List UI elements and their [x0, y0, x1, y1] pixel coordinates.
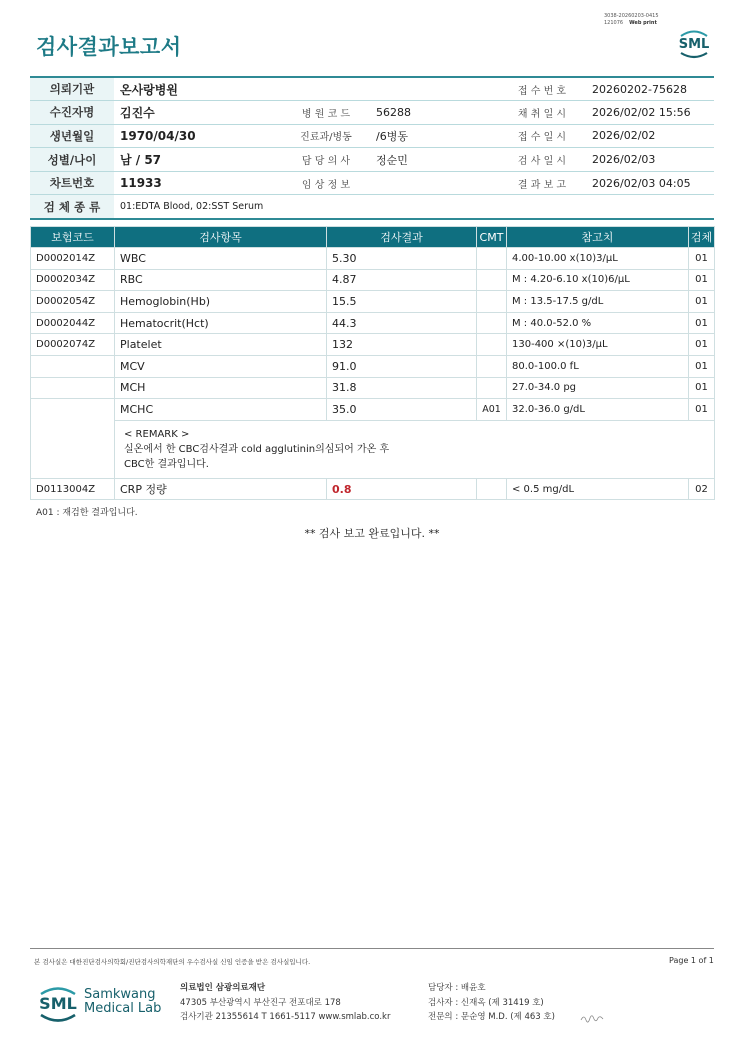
insurance-code	[31, 377, 115, 399]
info-label: 성별/나이	[30, 148, 114, 172]
cmt-code: A01	[477, 399, 507, 421]
signature-icon	[580, 1012, 604, 1024]
info-label: 생년월일	[30, 124, 114, 148]
info-value: 2026/02/03 04:05	[586, 171, 714, 195]
specimen-code: 01	[689, 377, 715, 399]
reference-range: 4.00-10.00 x(10)3/μL	[507, 248, 689, 270]
info-row	[30, 124, 714, 148]
info-label: 의뢰기관	[30, 77, 114, 101]
certification-text: 본 검사실은 대한진단검사의학회/진단검사의학재단의 우수검사실 신임 인증을 받은 검사실입니다.	[34, 958, 311, 966]
info-row	[30, 148, 714, 172]
page-title: 검사결과보고서	[36, 35, 182, 59]
sml-logo-icon	[676, 26, 712, 62]
info-row	[30, 77, 714, 101]
insurance-code: D0113004Z	[31, 478, 115, 500]
test-item: MCH	[115, 377, 327, 399]
info-label: 담 당 의 사	[282, 148, 370, 172]
test-item: MCV	[115, 355, 327, 377]
insurance-code: D0002074Z	[31, 334, 115, 356]
test-result: 91.0	[327, 355, 477, 377]
test-item: Platelet	[115, 334, 327, 356]
info-label: 접 수 일 시	[498, 124, 586, 148]
reference-range: 80.0-100.0 fL	[507, 355, 689, 377]
test-item: Hematocrit(Hct)	[115, 312, 327, 334]
info-label: 병 원 코 드	[282, 101, 370, 125]
test-item: MCHC	[115, 399, 327, 421]
info-label: 임 상 정 보	[282, 171, 370, 195]
info-value: 온사랑병원	[114, 77, 282, 101]
test-result: 0.8	[327, 478, 477, 500]
info-value: 정순민	[370, 148, 498, 172]
test-result: 31.8	[327, 377, 477, 399]
footer-divider	[30, 948, 714, 949]
sml-footer-logo-icon	[36, 982, 80, 1026]
specimen-value: 01:EDTA Blood, 02:SST Serum	[114, 195, 714, 219]
info-value	[370, 77, 498, 101]
table-row	[31, 291, 715, 313]
info-value: 2026/02/02	[586, 124, 714, 148]
info-value: 남 / 57	[114, 148, 282, 172]
brand-name: Samkwang Medical Lab	[84, 987, 162, 1016]
info-value: 11933	[114, 171, 282, 195]
organization-info: 의료법인 삼광의료재단 47305 부산광역시 부산진구 전포대로 178 검사기관 21355614 T 1661-5117 www.smlab.co.kr	[180, 983, 391, 1022]
specimen-code: 01	[689, 269, 715, 291]
info-value: 20260202-75628	[586, 77, 714, 101]
reference-range: 32.0-36.0 g/dL	[507, 399, 689, 421]
reference-range: 27.0-34.0 pg	[507, 377, 689, 399]
insurance-code: D0002054Z	[31, 291, 115, 313]
info-value: 56288	[370, 101, 498, 125]
remark-row	[31, 420, 715, 478]
info-value: /6병동	[370, 124, 498, 148]
test-item: CRP 정량	[115, 478, 327, 500]
cmt-code	[477, 377, 507, 399]
specimen-code: 01	[689, 334, 715, 356]
cmt-code	[477, 478, 507, 500]
insurance-code: D0002044Z	[31, 312, 115, 334]
cmt-code	[477, 291, 507, 313]
cmt-note: A01 : 재검한 결과입니다.	[36, 508, 138, 518]
table-row	[31, 377, 715, 399]
report-complete: ** 검사 보고 완료입니다. **	[304, 527, 440, 540]
table-row	[31, 248, 715, 270]
patient-info-table	[30, 76, 714, 220]
column-header: CMT	[477, 227, 507, 248]
staff-info: 담당자 : 배윤호 검사자 : 신재옥 (제 31419 호) 전문의 : 문순영 M.D. (제 463 호)	[428, 983, 555, 1022]
cmt-code	[477, 312, 507, 334]
test-result: 5.30	[327, 248, 477, 270]
table-row	[31, 478, 715, 500]
insurance-code	[31, 355, 115, 377]
specimen-row	[30, 195, 714, 219]
reference-range: 130-400 ×(10)3/μL	[507, 334, 689, 356]
info-row	[30, 171, 714, 195]
test-result: 4.87	[327, 269, 477, 291]
info-label: 검 사 일 시	[498, 148, 586, 172]
svg-text:SML: SML	[39, 994, 77, 1013]
info-label: 차트번호	[30, 171, 114, 195]
specimen-code: 01	[689, 291, 715, 313]
reference-range: M : 13.5-17.5 g/dL	[507, 291, 689, 313]
test-item: WBC	[115, 248, 327, 270]
results-table	[30, 226, 715, 500]
info-value: 1970/04/30	[114, 124, 282, 148]
specimen-code: 01	[689, 399, 715, 421]
specimen-label: 검 체 종 류	[30, 195, 114, 219]
cmt-code	[477, 355, 507, 377]
info-value: 김진수	[114, 101, 282, 125]
info-label: 채 취 일 시	[498, 101, 586, 125]
test-result: 44.3	[327, 312, 477, 334]
table-row	[31, 399, 715, 421]
test-result: 35.0	[327, 399, 477, 421]
specimen-code: 01	[689, 355, 715, 377]
test-result: 15.5	[327, 291, 477, 313]
column-header: 검체	[689, 227, 715, 248]
table-row	[31, 312, 715, 334]
document-code: 3038-20260203-0415 121076 Web print	[604, 13, 659, 26]
cmt-code	[477, 269, 507, 291]
page-number: Page 1 of 1	[669, 956, 714, 965]
info-label: 접 수 번 호	[498, 77, 586, 101]
table-row	[31, 355, 715, 377]
remark-line: < REMARK >	[124, 428, 190, 440]
cmt-code	[477, 248, 507, 270]
specimen-code: 02	[689, 478, 715, 500]
table-row	[31, 334, 715, 356]
cmt-code	[477, 334, 507, 356]
table-row	[31, 269, 715, 291]
column-header: 검사항목	[115, 227, 327, 248]
info-label: 수진자명	[30, 101, 114, 125]
test-item: Hemoglobin(Hb)	[115, 291, 327, 313]
specimen-code: 01	[689, 248, 715, 270]
remark-line: 실온에서 한 CBC검사결과 cold agglutinin의심되어 가온 후	[124, 443, 390, 455]
reference-range: M : 4.20-6.10 x(10)6/μL	[507, 269, 689, 291]
info-label	[282, 77, 370, 101]
info-label: 진료과/병동	[282, 124, 370, 148]
reference-range: < 0.5 mg/dL	[507, 478, 689, 500]
column-header: 보험코드	[31, 227, 115, 248]
reference-range: M : 40.0-52.0 %	[507, 312, 689, 334]
svg-text:SML: SML	[678, 37, 710, 52]
info-value	[370, 171, 498, 195]
insurance-code: D0002014Z	[31, 248, 115, 270]
insurance-code	[31, 399, 115, 479]
insurance-code: D0002034Z	[31, 269, 115, 291]
remark-line: CBC한 결과입니다.	[124, 458, 209, 470]
column-header: 검사결과	[327, 227, 477, 248]
info-label: 결 과 보 고	[498, 171, 586, 195]
test-item: RBC	[115, 269, 327, 291]
column-header: 참고치	[507, 227, 689, 248]
remark-text	[115, 420, 715, 478]
specimen-code: 01	[689, 312, 715, 334]
info-row	[30, 101, 714, 125]
info-value: 2026/02/02 15:56	[586, 101, 714, 125]
test-result: 132	[327, 334, 477, 356]
info-value: 2026/02/03	[586, 148, 714, 172]
